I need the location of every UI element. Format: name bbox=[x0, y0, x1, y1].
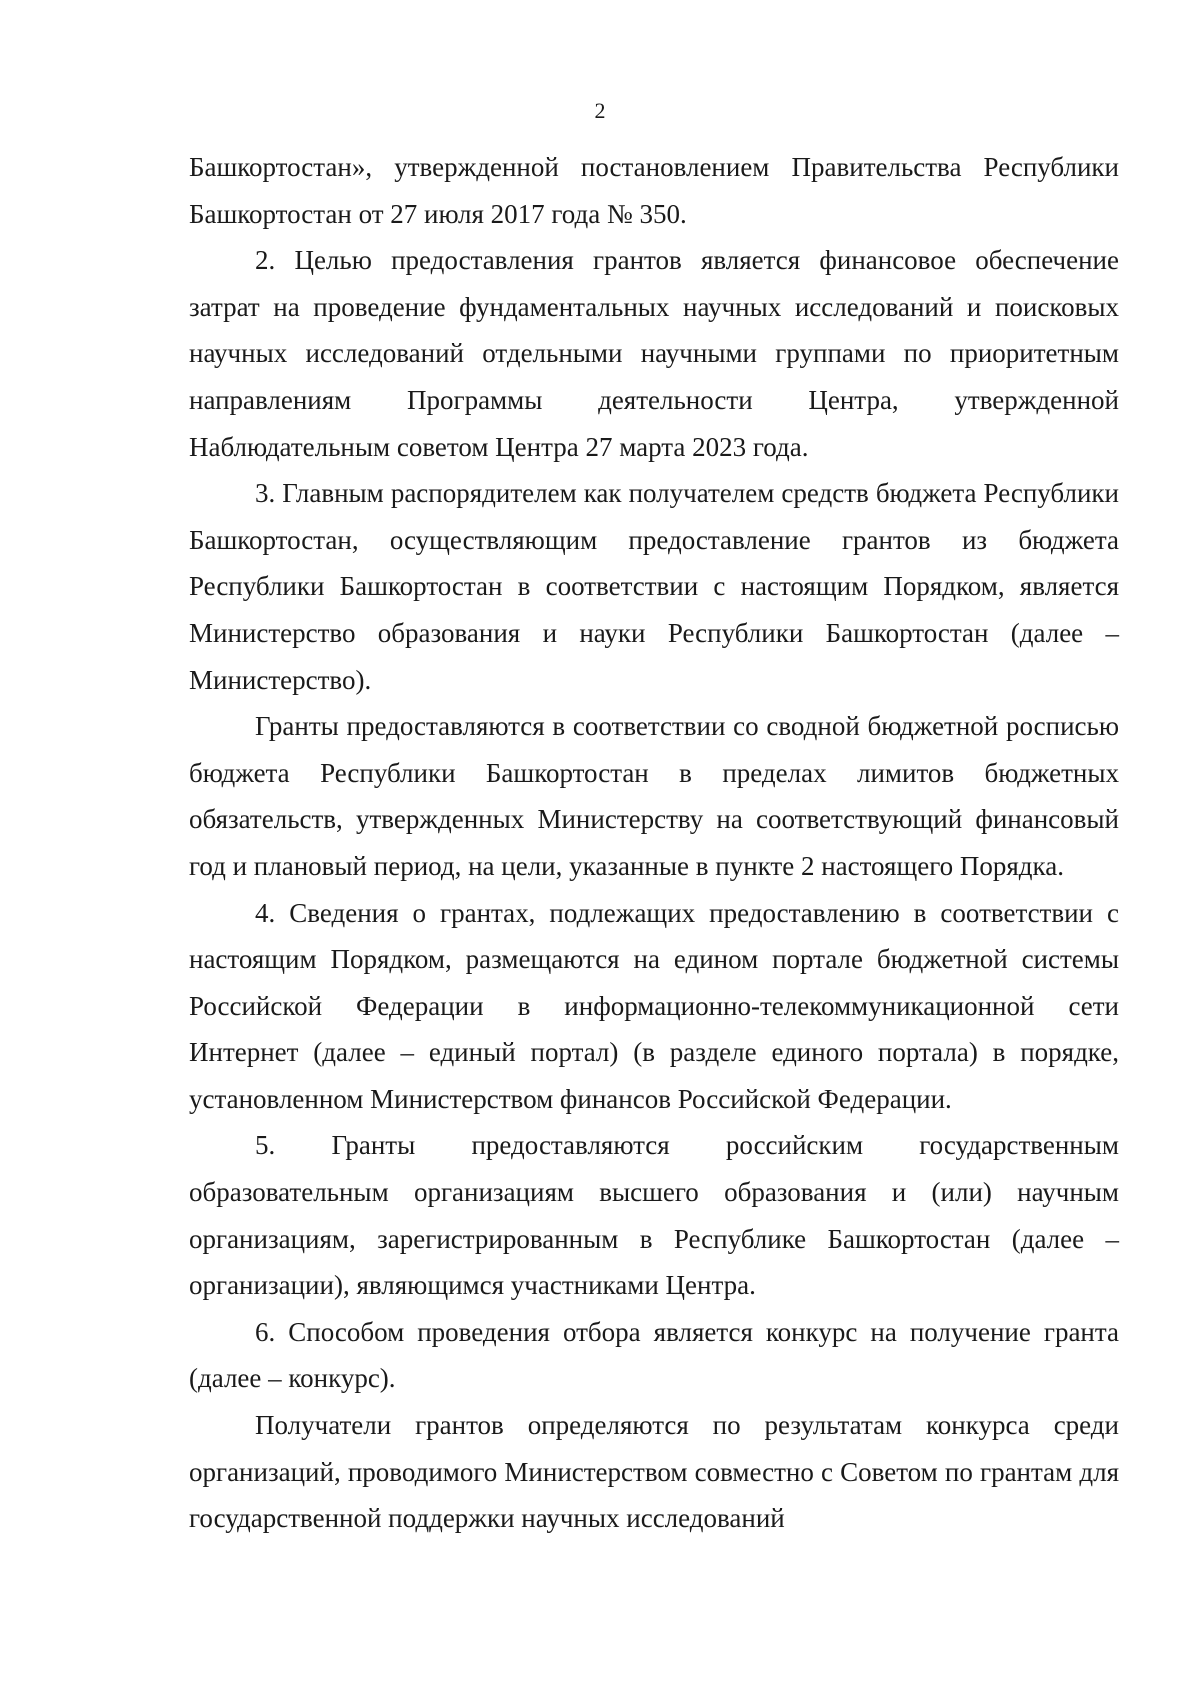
paragraph-continuation: Башкортостан», утвержденной постановлением Правительства Республики Башкортостан от 27 июля 2017 года № 350. bbox=[189, 152, 1119, 229]
page-number: 2 bbox=[594, 98, 606, 123]
paragraph-recipients: Получатели грантов определяются по результатам конкурса среди организаций, проводимого Министерством совместно с Советом по грантам для государственной поддержки научных исследований bbox=[189, 1410, 1119, 1534]
document-body bbox=[189, 144, 1119, 1542]
paragraph-grants-budget: Гранты предоставляются в соответствии со сводной бюджетной росписью бюджета Республики Башкортостан в пределах лимитов бюджетных обязательств, утвержденных Министерству на соответствующий финансовый год и плановый период, на цели, указанные в пункте 2 настоящего Порядка. bbox=[189, 711, 1119, 881]
paragraph-item-4: 4. Сведения о грантах, подлежащих предоставлению в соответствии с настоящим Порядком, размещаются на едином портале бюджетной системы Российской Федерации в информационно-телекоммуникационной сети Интернет (далее – единый портал) (в разделе единого портала) в порядке, установленном Министерством финансов Российской Федерации. bbox=[189, 897, 1119, 1114]
paragraph-item-5: 5. Гранты предоставляются российским государственным образовательным организациям высшего образования и (или) научным организациям, зарегистрированным в Республике Башкортостан (далее – организации), являющимся участниками Центра. bbox=[189, 1130, 1119, 1301]
paragraph-item-6: 6. Способом проведения отбора является конкурс на получение гранта (далее – конкурс). bbox=[189, 1316, 1119, 1394]
paragraph-item-3: 3. Главным распорядителем как получателем средств бюджета Республики Башкортостан, осуществляющим предоставление грантов из бюджета Республики Башкортостан в соответствии с настоящим Порядком, является Министерство образования и науки Республики Башкортостан (далее – Министерство). bbox=[189, 478, 1119, 695]
paragraph-item-2: 2. Целью предоставления грантов является финансовое обеспечение затрат на проведение фундаментальных научных исследований и поисковых научных исследований отдельными научными группами по приоритетным направлениям Программы деятельности Центра, утвержденной Наблюдательным советом Центра 27 марта 2023 года. bbox=[189, 245, 1119, 462]
